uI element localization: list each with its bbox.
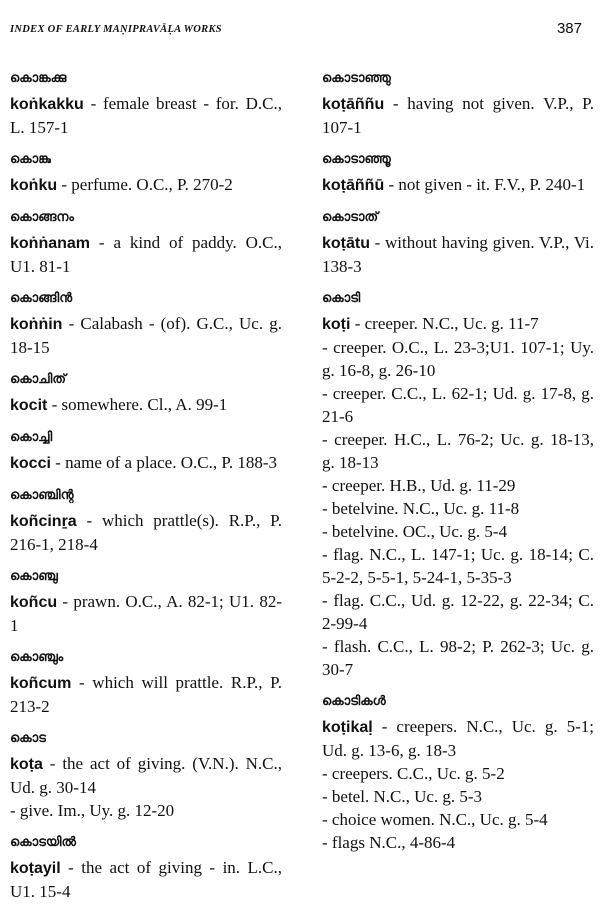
gloss-text: - without having given. V.P., Vi. 138-3	[322, 233, 594, 276]
malayalam-headword: കൊടാത്	[322, 210, 379, 225]
transliterated-term: koṭātu	[322, 235, 370, 252]
malayalam-headword: കൊങ്കു	[10, 152, 51, 167]
entry-definition	[10, 231, 282, 278]
malayalam-headword: കൊച്ചി	[10, 430, 53, 445]
transliterated-term: koñcum	[10, 675, 72, 692]
malayalam-headword: കൊഞ്ചിന്റ	[10, 488, 74, 503]
sub-sense: - choice women. N.C., Uc. g. 5-4	[322, 810, 548, 829]
malayalam-headword: കൊടാഞ്ഞൂ	[322, 152, 391, 167]
dictionary-entry	[10, 209, 282, 278]
entry-definition	[322, 92, 594, 139]
transliterated-term: koṭāññu	[322, 96, 385, 113]
page-number: 387	[556, 20, 582, 37]
sub-sense: - flag. C.C., Ud. g. 12-22, g. 22-34; C. 2-99-4	[322, 591, 594, 633]
sub-sense: - flag. N.C., L. 147-1; Uc. g. 18-14; C. 5-2-2, 5-5-1, 5-24-1, 5-35-3	[322, 545, 594, 587]
dictionary-entry	[322, 693, 594, 854]
dictionary-entry	[10, 290, 282, 359]
transliterated-term: koñcinṟa	[10, 513, 77, 530]
malayalam-headword: കൊടയിൽ	[10, 835, 76, 850]
gloss-text: - creepers. N.C., Uc. g. 5-1; Ud. g. 13-6, g. 18-3	[322, 717, 594, 760]
transliterated-term: koṅku	[10, 177, 58, 194]
dictionary-entry	[10, 730, 282, 822]
transliterated-term: koṭikaḷ	[322, 719, 373, 736]
gloss-text: - the act of giving. (V.N.). N.C., Ud. g. 30-14	[10, 754, 282, 797]
gloss-text: - perfume. O.C., P. 270-2	[57, 175, 233, 194]
gloss-text: - a kind of paddy. O.C., U1. 81-1	[10, 233, 282, 276]
entry-definition	[10, 856, 282, 903]
dictionary-entry	[322, 70, 594, 139]
transliterated-term: koṅṅin	[10, 316, 63, 333]
malayalam-headword: കൊങ്കക്കു	[10, 71, 67, 86]
sub-sense: - betelvine. N.C., Uc. g. 11-8	[322, 499, 520, 518]
malayalam-headword: കൊട	[10, 731, 46, 746]
malayalam-headword: കൊടികൾ	[322, 694, 386, 709]
gloss-text: - the act of giving - in. L.C., U1. 15-4	[10, 858, 282, 901]
sub-sense: - creeper. H.B., Ud. g. 11-29	[322, 476, 516, 495]
entry-definition	[10, 393, 282, 417]
gloss-text: - creeper. N.C., Uc. g. 11-7	[350, 314, 539, 333]
gloss-text: - Calabash - (of). G.C., Uc. g. 18-15	[10, 314, 282, 357]
gloss-text: - somewhere. Cl., A. 99-1	[47, 395, 228, 414]
entry-definition	[10, 173, 282, 197]
sub-sense: - flash. C.C., L. 98-2; P. 262-3; Uc. g. 30-7	[322, 637, 594, 679]
dictionary-entry	[10, 487, 282, 556]
sub-sense: - betelvine. OC., Uc. g. 5-4	[322, 522, 508, 541]
transliterated-term: kocit	[10, 397, 48, 414]
entry-definition	[10, 671, 282, 718]
dictionary-entry	[10, 371, 282, 417]
sub-sense: - flags N.C., 4-86-4	[322, 833, 456, 852]
gloss-text: - name of a place. O.C., P. 188-3	[50, 453, 278, 472]
sub-sense: - creeper. C.C., L. 62-1; Ud. g. 17-8, g. 21-6	[322, 384, 594, 426]
entry-definition	[10, 509, 282, 556]
malayalam-headword: കൊടാഞ്ഞു	[322, 71, 391, 86]
dictionary-entry	[322, 151, 594, 197]
gloss-text: - having not given. V.P., P. 107-1	[322, 94, 594, 137]
transliterated-term: koṭa	[10, 756, 43, 773]
dictionary-entry	[322, 209, 594, 278]
gloss-text: - prawn. O.C., A. 82-1; U1. 82-1	[10, 592, 282, 635]
dictionary-entry	[10, 151, 282, 197]
malayalam-headword: കൊഞ്ചു	[10, 569, 58, 584]
running-title: INDEX OF EARLY MAṆIPRAVĀḶA WORKS	[10, 24, 222, 35]
page-header	[10, 20, 582, 40]
gloss-text: - female breast - for. D.C., L. 157-1	[10, 94, 282, 137]
transliterated-term: koṭāññū	[322, 177, 385, 194]
malayalam-headword: കൊങ്ങിൻ	[10, 291, 73, 306]
transliterated-term: kocci	[10, 455, 51, 472]
right-column	[322, 70, 594, 866]
entry-definition	[322, 312, 594, 336]
gloss-text: - which will prattle. R.P., P. 213-2	[10, 673, 282, 716]
sub-sense: - creeper. O.C., L. 23-3;U1. 107-1; Uy. g. 16-8, g. 26-10	[322, 338, 594, 380]
transliterated-term: koṭi	[322, 316, 351, 333]
dictionary-entry	[10, 834, 282, 903]
entry-definition	[10, 92, 282, 139]
transliterated-term: koṅṅanam	[10, 235, 91, 252]
entry-definition	[10, 590, 282, 637]
dictionary-entry	[10, 429, 282, 475]
transliterated-term: koṅkakku	[10, 96, 84, 113]
entry-definition	[10, 752, 282, 799]
sub-sense: - betel. N.C., Uc. g. 5-3	[322, 787, 483, 806]
dictionary-entry	[10, 649, 282, 718]
transliterated-term: koṭayil	[10, 860, 61, 877]
malayalam-headword: കൊടി	[322, 291, 361, 306]
entry-definition	[10, 312, 282, 359]
sub-sense: - creeper. H.C., L. 76-2; Uc. g. 18-13, g. 18-13	[322, 430, 594, 472]
sub-sense: - creepers. C.C., Uc. g. 5-2	[322, 764, 505, 783]
gloss-text: - which prattle(s). R.P., P. 216-1, 218-4	[10, 511, 282, 554]
left-column	[10, 70, 282, 915]
entry-definition	[10, 451, 282, 475]
dictionary-entry	[10, 568, 282, 637]
malayalam-headword: കൊങ്ങനം	[10, 210, 74, 225]
dictionary-entry	[322, 290, 594, 681]
entry-definition	[322, 173, 594, 197]
entry-definition	[322, 231, 594, 278]
sub-sense: - give. Im., Uy. g. 12-20	[10, 801, 175, 820]
gloss-text: - not given - it. F.V., P. 240-1	[384, 175, 586, 194]
dictionary-entry	[10, 70, 282, 139]
transliterated-term: koñcu	[10, 594, 58, 611]
entry-definition	[322, 715, 594, 762]
malayalam-headword: കൊഞ്ചും	[10, 650, 64, 665]
malayalam-headword: കൊചിത്	[10, 372, 66, 387]
